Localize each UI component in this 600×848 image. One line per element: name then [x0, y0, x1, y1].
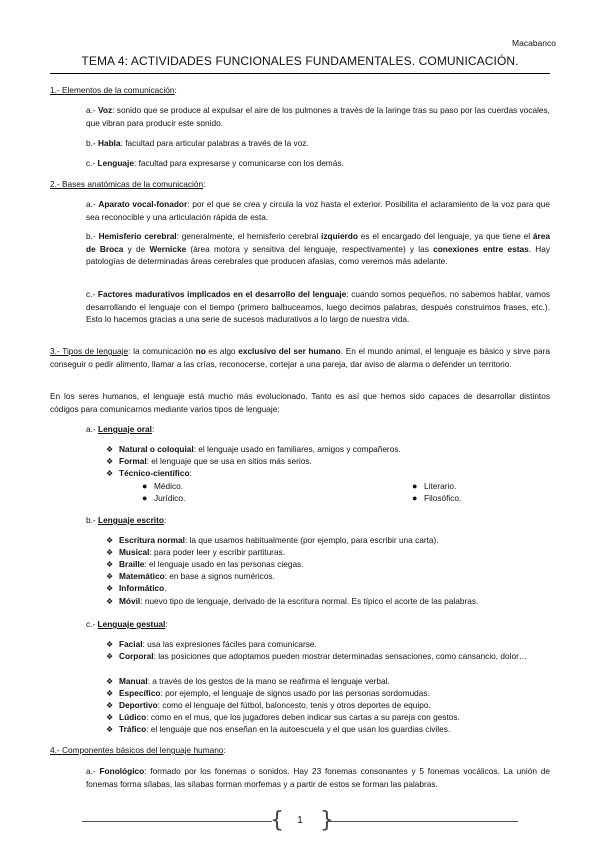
escrito-item: ❖ Móvil: nuevo tipo de lenguaje, derivado de la escritura normal. Es típico el acorte de las palabras. [106, 595, 478, 609]
section-3-heading: 3.- Tipos de lenguaje [50, 346, 129, 356]
s1-habla: b.- Habla: facultad para articular palabras a través de la voz. [86, 138, 309, 148]
diamond-bullet-icon: ❖ [106, 572, 114, 581]
s2-hemisferio: b.- Hemisferio cerebral: generalmente, el hemisferio cerebral izquierdo es el encargado del lenguaje, ya que tiene el área de Broca y de Wernicke (área motora y sensitiva del lenguaje, respectivamente) y las conexiones entre estas. Hay patologías de determinadas áreas cerebrales que producen afasias, como veremos más adelante. [86, 231, 550, 267]
diamond-bullet-icon: ❖ [106, 597, 114, 606]
brand-header: Macabanco [512, 38, 556, 48]
s2-aparato: a.- Aparato vocal-fonador: por el que se crea y circula la voz hasta el exterior. Posibilita el aclaramiento de la voz para que sea reconocible y una articulación rápida de esta. [86, 199, 550, 222]
tech-item: ● Filosófico. [412, 493, 462, 503]
diamond-bullet-icon: ❖ [106, 457, 114, 466]
escrito-item: ❖ Escritura normal: la que usamos habitualmente (por ejemplo, para escribir una carta). [106, 534, 439, 548]
escrito-item: ❖ Informático. [106, 582, 167, 596]
gestual-item: ❖ Manual: a través de los gestos de la mano se reafirma el lenguaje verbal. [106, 675, 390, 689]
tech-item: ● Literario. [412, 481, 457, 491]
s1-lenguaje: c.- Lenguaje: facultad para expresarse y comunicarse con los demás. [86, 158, 344, 168]
diamond-bullet-icon: ❖ [106, 469, 114, 478]
tech-item: ● Jurídico. [142, 493, 186, 503]
left-brace-icon: { [270, 808, 284, 833]
gestual-item: ❖ Específico: por ejemplo, el lenguaje de signos usado por las personas sordomudas. [106, 687, 430, 701]
bullet-icon: ● [142, 493, 148, 503]
page-number: 1 [297, 815, 303, 826]
oral-item: ❖ Técnico-científico: [106, 467, 192, 481]
diamond-bullet-icon: ❖ [106, 640, 114, 649]
gestual-heading: c.- Lenguaje gestual: [86, 619, 168, 629]
s3-intro: 3.- Tipos de lenguaje: la comunicación no es algo exclusivo del ser humano. En el mundo animal, el lenguaje es básico y sirve para conseguir o pedir alimento, llamar a las crías, reconocerse, cortejar a una pareja, dar aviso de alarma o defender un territorio. [50, 346, 550, 369]
page-title: TEMA 4: ACTIVIDADES FUNCIONALES FUNDAMENTALES. COMUNICACIÓN. [81, 54, 519, 68]
bullet-icon: ● [412, 493, 418, 503]
s1-voz: a.- Voz: sonido que se produce al expulsar el aire de los pulmones a través de la laringe tras su paso por las cuerdas vocales, que vibran para producir este sonido. [86, 105, 550, 128]
diamond-bullet-icon: ❖ [106, 584, 114, 593]
tech-item: ● Médico. [142, 481, 184, 491]
diamond-bullet-icon: ❖ [106, 445, 114, 454]
diamond-bullet-icon: ❖ [106, 652, 114, 661]
s2-factores: c.- Factores madurativos implicados en el desarrollo del lenguaje: cuando somos pequeños, no sabemos hablar, vamos desarrollando el lenguaje con el tiempo (primero balbuceamos, luego decimos palabras, después construimos frases, etc.). Esto lo hacemos gracias a una serie de sucesos madurativos a lo largo de nuestra vida. [86, 289, 550, 325]
section-4-heading: 4.- Componentes básicos del lenguaje humano: [50, 745, 226, 755]
diamond-bullet-icon: ❖ [106, 677, 114, 686]
gestual-item: ❖ Facial: usa las expresiones fáciles para comunicarse. [106, 638, 317, 652]
oral-item: ❖ Formal: el lenguaje que se usa en sitios más serios. [106, 455, 312, 469]
escrito-item: ❖ Braille: el lenguaje usado en las personas ciegas. [106, 558, 304, 572]
s4-fonologico: a.- Fonológico: formado por los fonemas o sonidos. Hay 23 fonemas consonantes y 5 fonemas vocálicos. La unión de fonemas forma sílabas, las sílabas forman morfemas y a partir de estos se forman las palabras. [86, 766, 550, 789]
diamond-bullet-icon: ❖ [106, 548, 114, 557]
bullet-icon: ● [412, 481, 418, 491]
oral-heading: a.- Lenguaje oral: [86, 424, 155, 434]
diamond-bullet-icon: ❖ [106, 713, 114, 722]
section-2-heading: 2.- Bases anatómicas de la comunicación: [50, 179, 206, 189]
title-rule [50, 73, 550, 74]
gestual-item: ❖ Deportivo: como el lenguaje del fútbol, baloncesto, tenis y otros deportes de equipo. [106, 699, 431, 713]
diamond-bullet-icon: ❖ [106, 725, 114, 734]
gestual-item: ❖ Lúdico: como en el mus, que los jugadores deben indicar sus cartas a su pareja con gestos. [106, 711, 460, 725]
oral-item: ❖ Natural o coloquial: el lenguaje usado en familiares, amigos y compañeros. [106, 443, 401, 457]
bullet-icon: ● [142, 481, 148, 491]
diamond-bullet-icon: ❖ [106, 536, 114, 545]
diamond-bullet-icon: ❖ [106, 689, 114, 698]
diamond-bullet-icon: ❖ [106, 560, 114, 569]
diamond-bullet-icon: ❖ [106, 701, 114, 710]
s3-paragraph-2: En los seres humanos, el lenguaje está mucho más evolucionado. Tanto es así que hemos sido capaces de desarrollar distintos códigos para comunicarnos mediante varios tipos de lenguaje: [50, 391, 550, 414]
escrito-item: ❖ Musical: para poder leer y escribir partituras. [106, 546, 285, 560]
gestual-item: ❖ Corporal: las posiciones que adoptamos pueden mostrar determinadas sensaciones, como cansancio, dolor… [106, 650, 563, 664]
escrito-heading: b.- Lenguaje escrito: [86, 515, 167, 525]
section-1-heading: 1.- Elementos de la comunicación: [50, 85, 177, 95]
right-brace-icon: } [320, 808, 334, 833]
escrito-item: ❖ Matemático: en base a signos numéricos. [106, 570, 275, 584]
gestual-item: ❖ Tráfico: el lenguaje que nos enseñan en la autoescuela y el que usan los guardias civiles. [106, 723, 450, 737]
